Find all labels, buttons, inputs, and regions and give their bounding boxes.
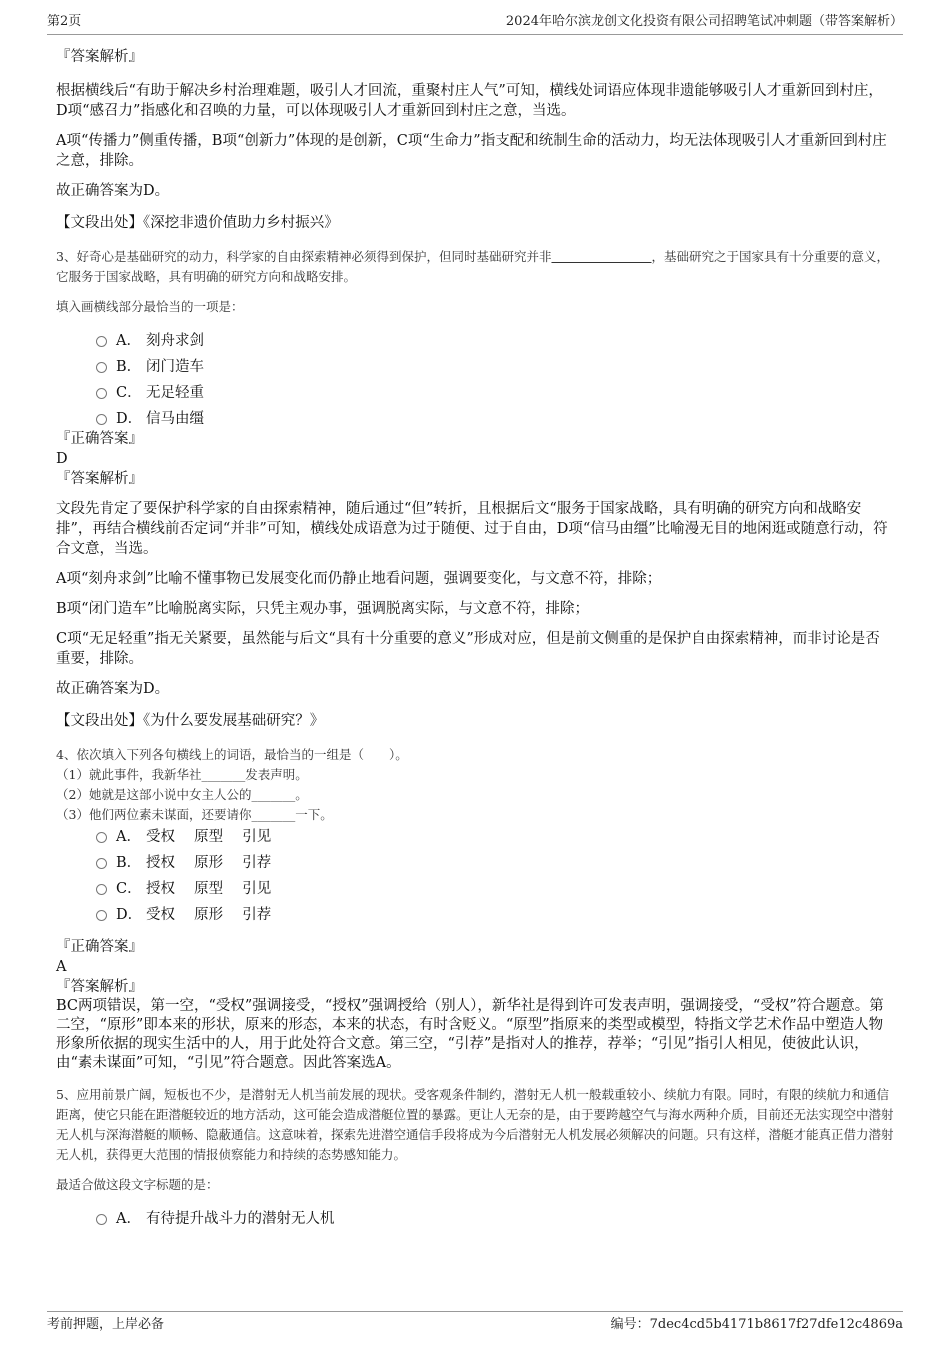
q5-prompt: 最适合做这段文字标题的是： [56, 1177, 219, 1192]
q4-sentence-2: （2）她就是这部小说中女主人公的_______。 [56, 787, 308, 802]
q2-analysis-p3: 故正确答案为D。 [56, 183, 170, 199]
q3-prompt: 填入画横线部分最恰当的一项是： [56, 299, 244, 314]
radio-button[interactable] [96, 388, 107, 399]
q3-analysis-p3: B项“闭门造车”比喻脱离实际，只凭主观办事，强调脱离实际，与文意不符，排除； [56, 601, 589, 617]
document-id: 编号：7dec4cd5b4171b8617f27dfe12c4869a [610, 1317, 903, 1332]
q3-stem: 3、好奇心是基础研究的动力，科学家的自由探索精神必须得到保护，但同时基础研究并非 ，基础研究之于国家具有十分重要的意义，它服务于国家战略，具有明确的研究方向和战略安排。 [56, 249, 889, 284]
q4-option-b[interactable]: B． 授权 原形 引荐 [56, 853, 894, 879]
q3-option-a[interactable]: A． 刻舟求剑 [56, 331, 894, 357]
q5-stem: 5、应用前景广阔，短板也不少，是潜射无人机当前发展的现状。受客观条件制约，潜射无人机一般载重较小、续航力有限。同时，有限的续航力和通信距离，使它只能在距潜艇较近的地方活动，这可能会造成潜艇位置的暴露。更让人无奈的是，由于要跨越空气与海水两种介质，目前还无法实现空中潜射无人机与深海潜艇的顺畅、隐蔽通信。这意味着，探索先进潜空通信手段将成为今后潜射无人机发展必须解决的问题。只有这样，潜艇才能真正借力潜射无人机，获得更大范围的情报侦察能力和持续的态势感知能力。 [56, 1087, 894, 1162]
q3-analysis-p2: A项“刻舟求剑”比喻不懂事物已发展变化而仍静止地看问题，强调要变化，与文意不符，排除； [56, 571, 662, 587]
q3-source: 【文段出处】《为什么要发展基础研究？》 [56, 713, 325, 729]
radio-button[interactable] [96, 414, 107, 425]
q4-correct-label: 『正确答案』 [56, 939, 143, 955]
footer-slogan: 考前押题，上岸必备 [47, 1317, 165, 1332]
q3-analysis-p1: 文段先肯定了要保护科学家的自由探索精神，随后通过“但”转折，且根据后文“服务于国家战略，具有明确的研究方向和战略安排”，再结合横线前否定词“并非”可知，横线处成语意为过于随便、过于自由，D项“信马由缰”比喻漫无目的地闲逛或随意行动，符合文意，当选。 [56, 501, 888, 557]
q4-sentence-1: （1）就此事件，我新华社_______发表声明。 [56, 767, 308, 782]
q4-sentence-3: （3）他们两位素未谋面，还要请你_______一下。 [56, 807, 333, 822]
page-number: 第2页 [47, 14, 82, 29]
radio-button[interactable] [96, 884, 107, 895]
radio-button[interactable] [96, 910, 107, 921]
radio-button[interactable] [96, 362, 107, 373]
q3-correct-answer: D [56, 451, 68, 467]
q4-stem: 4、依次填入下列各句横线上的词语，最恰当的一组是（ ）。 [56, 747, 408, 762]
document-title: 2024年哈尔滨龙创文化投资有限公司招聘笔试冲刺题（带答案解析） [505, 14, 903, 29]
q3-option-b[interactable]: B． 闭门造车 [56, 357, 894, 383]
q3-options [56, 331, 894, 435]
q4-options [56, 827, 894, 931]
q4-analysis-label: 『答案解析』 [56, 979, 143, 995]
q2-analysis-label: 『答案解析』 [56, 49, 143, 65]
radio-button[interactable] [96, 1214, 107, 1225]
q3-option-d[interactable]: D． 信马由缰 [56, 409, 894, 435]
page-content [56, 44, 894, 1235]
q2-analysis-p1: 根据横线后“有助于解决乡村治理难题，吸引人才回流，重聚村庄人气”可知，横线处词语应体现非遗能够吸引人才重新回到村庄，D项“感召力”指感化和召唤的力量，可以体现吸引人才重新回到村庄之意，当选。 [56, 83, 883, 119]
q4-option-a[interactable]: A． 受权 原型 引见 [56, 827, 894, 853]
page-header [47, 12, 903, 35]
q2-analysis-p2: A项“传播力”侧重传播，B项“创新力”体现的是创新，C项“生命力”指支配和统制生命的活动力，均无法体现吸引人才重新回到村庄之意，排除。 [56, 133, 887, 169]
q2-source: 【文段出处】《深挖非遗价值助力乡村振兴》 [56, 215, 339, 231]
radio-button[interactable] [96, 832, 107, 843]
q5-option-a[interactable]: A． 有待提升战斗力的潜射无人机 [56, 1209, 894, 1235]
radio-button[interactable] [96, 336, 107, 347]
q3-correct-label: 『正确答案』 [56, 431, 143, 447]
radio-button[interactable] [96, 858, 107, 869]
q3-analysis-label: 『答案解析』 [56, 471, 143, 487]
q3-analysis-p4: C项“无足轻重”指无关紧要，虽然能与后文“具有十分重要的意义”形成对应，但是前文侧重的是保护自由探索精神，而非讨论是否重要，排除。 [56, 631, 880, 667]
q3-option-c[interactable]: C． 无足轻重 [56, 383, 894, 409]
q4-option-c[interactable]: C． 授权 原型 引见 [56, 879, 894, 905]
q4-analysis-p1: BC两项错误，第一空，“受权”强调接受，“授权”强调授给（别人），新华社是得到许可发表声明，强调接受，“受权”符合题意。第二空，“原形”即本来的形状，原来的形态，本来的状态，有时含贬义。“原型”指原来的类型或模型，特指文学艺术作品中塑造人物形象所依据的现实生活中的人，用于此处符合文意。第三空，“引荐”是指对人的推荐，荐举；“引见”指引人相见，使彼此认识，由“素未谋面”可知，“引见”符合题意。因此答案选A。 [56, 998, 884, 1071]
q3-analysis-p5: 故正确答案为D。 [56, 681, 170, 697]
q4-correct-answer: A [56, 959, 67, 975]
q4-option-d[interactable]: D． 受权 原形 引荐 [56, 905, 894, 931]
q5-options [56, 1209, 894, 1235]
page-footer [47, 1311, 903, 1339]
